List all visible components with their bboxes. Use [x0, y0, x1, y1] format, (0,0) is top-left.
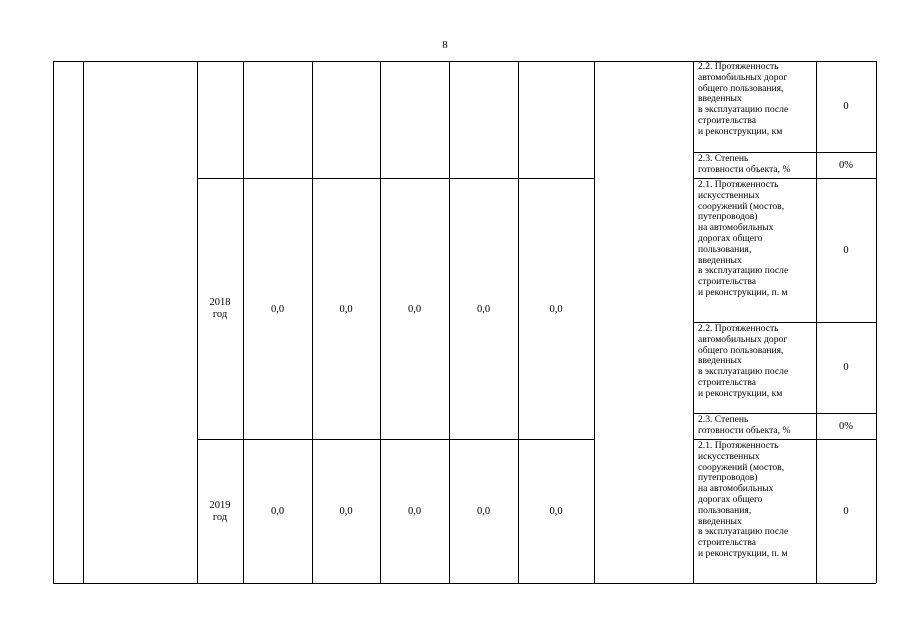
col-line: [312, 61, 313, 583]
value-cell: 0,0: [270, 304, 285, 315]
indicator-text: 2.1. Протяженность искусственных сооружений (мостов, путепроводов) на автомобильных дорогах общего пользования, введенных в эксплуатацию после строительства и реконструкции, п. м: [698, 179, 789, 298]
year-label-2018: 2018 год: [209, 297, 231, 320]
value-cell: 0,0: [476, 304, 491, 315]
page-number: 8: [442, 39, 448, 51]
indicator-text: 2.1. Протяженность искусственных сооружений (мостов, путепроводов) на автомобильных дорогах общего пользования, введенных в эксплуатацию после строительства и реконструкции, п. м: [698, 440, 789, 559]
indicator-value: 0: [843, 101, 849, 112]
col-line: [243, 61, 244, 583]
year-separator: [197, 178, 594, 179]
value-cell: 0,0: [339, 506, 353, 517]
col-line: [518, 61, 519, 583]
indicator-value: 0: [843, 362, 849, 373]
year-separator: [197, 439, 594, 440]
value-cell: 0,0: [549, 304, 563, 315]
col-line: [83, 61, 84, 583]
value-cell: 0,0: [270, 506, 285, 517]
value-cell: 0,0: [476, 506, 491, 517]
indicator-value: 0: [843, 245, 849, 256]
indicator-text: 2.3. Степень готовности объекта, %: [698, 153, 791, 175]
indicator-value: 0%: [839, 421, 853, 432]
col-line: [53, 61, 54, 583]
value-cell: 0,0: [549, 506, 563, 517]
indicator-value: 0: [843, 506, 849, 517]
indicator-value: 0%: [839, 160, 853, 171]
value-cell: 0,0: [407, 506, 422, 517]
year-label-2019: 2019 год: [209, 500, 231, 523]
value-cell: 0,0: [407, 304, 422, 315]
col-line: [594, 61, 595, 583]
value-cell: 0,0: [339, 304, 353, 315]
col-line: [380, 61, 381, 583]
indicator-text: 2.3. Степень готовности объекта, %: [698, 414, 791, 436]
table-bottom-border: [53, 583, 876, 584]
indicator-text: 2.2. Протяженность автомобильных дорог общего пользования, введенных в эксплуатацию после строительства и реконструкции, км: [698, 61, 789, 137]
col-line: [449, 61, 450, 583]
indicator-text: 2.2. Протяженность автомобильных дорог общего пользования, введенных в эксплуатацию после строительства и реконструкции, км: [698, 323, 789, 399]
col-line: [876, 61, 877, 583]
